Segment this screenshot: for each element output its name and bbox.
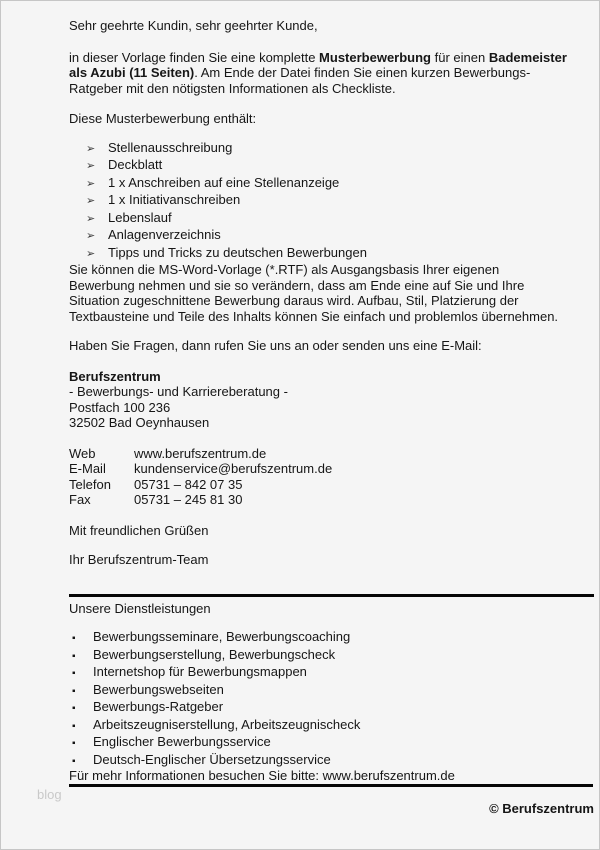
document-content [1,1,599,817]
list-item-text: Bewerbungs-Ratgeber [93,699,224,714]
square-bullet-icon: ▪ [72,633,76,644]
list-item [69,175,567,193]
list-item-text: Stellenausschreibung [108,139,233,155]
services-list [69,629,567,769]
intro-run: . Am Ende der Datei finden Sie einen kurzen Bewerbungs-Ratgeber mit den nötigsten Informationen als Checkliste. [69,65,531,96]
list-item [69,245,567,263]
list-item-text: Bewerbungsseminare, Bewerbungscoaching [93,629,351,644]
list-item [69,629,567,647]
list-item [69,717,567,735]
list-item [69,210,567,228]
list-item [69,140,567,158]
contact-value-email: kundenservice@berufszentrum.de [134,461,333,476]
list-item-text: Arbeitszeugniserstellung, Arbeitszeugnischeck [93,716,361,732]
contains-heading: Diese Musterbewerbung enthält: [69,111,257,126]
arrow-bullet-icon: ➢ [86,160,96,172]
usage-paragraph: Sie können die MS-Word-Vorlage (*.RTF) als Ausgangsbasis Ihrer eigenen Bewerbung nehmen und sie so verändern, dass am Ende eine auf Sie und Ihre Situation zugeschnittene Bewerbung daraus wird. Aufbau, Stil, Platzierung der Textbausteine und Teile des Inhalts können Sie einfach und problemlos übernehmen. [69,262,559,324]
address-line: 32502 Bad Oeynhausen [69,415,210,430]
intro-run-bold: Musterbewerbung [319,49,432,65]
square-bullet-icon: ▪ [72,703,76,714]
contains-list [69,140,567,263]
services-heading: Unsere Dienstleistungen [69,600,211,616]
arrow-bullet-icon: ➢ [86,142,96,155]
contact-table [69,446,567,508]
company-subtitle: - Bewerbungs- und Karriereberatung - [69,384,288,399]
intro-run: für einen [431,49,489,65]
list-item [69,752,567,770]
arrow-bullet-icon: ➢ [86,247,96,260]
list-item [69,157,567,175]
list-item-text: Bewerbungswebseiten [93,681,224,697]
closing-line: Mit freundlichen Grüßen [69,522,209,538]
list-item [69,682,567,700]
square-bullet-icon: ▪ [72,650,76,662]
questions-line: Haben Sie Fragen, dann rufen Sie uns an oder senden uns eine E-Mail: [69,338,482,353]
copyright: © Berufszentrum [489,801,594,816]
contact-row [69,477,567,493]
list-item-text: 1 x Initiativanschreiben [108,192,241,207]
list-item-text: Lebenslauf [108,209,172,225]
separator-line [69,594,594,597]
contact-label: Web [69,445,96,461]
square-bullet-icon: ▪ [72,755,76,767]
contact-label: Telefon [69,476,111,492]
list-item [69,699,567,717]
intro-run-bold: Bademeister als Azubi (11 Seiten) [69,49,567,80]
address-line: Postfach 100 236 [69,399,171,415]
list-item-text: Deckblatt [108,157,163,172]
contact-row [69,492,567,508]
list-item [69,734,567,752]
intro-run: in dieser Vorlage finden Sie eine komplette [69,49,320,65]
list-item [69,647,567,665]
contact-value-fax: 05731 – 245 81 30 [134,492,243,507]
square-bullet-icon: ▪ [72,738,76,749]
contact-row [69,446,567,462]
list-item-text: Englischer Bewerbungsservice [93,734,271,749]
contact-value-phone: 05731 – 842 07 35 [134,476,243,492]
square-bullet-icon: ▪ [72,668,76,679]
arrow-bullet-icon: ➢ [86,177,96,190]
list-item [69,192,567,210]
list-item [69,664,567,682]
list-item [69,227,567,245]
contact-label: Fax [69,492,91,507]
footer-separator-line [69,784,593,787]
list-item-text: Internetshop für Bewerbungsmappen [93,664,307,679]
contact-value-web: www.berufszentrum.de [134,445,267,461]
contact-label: E-Mail [69,461,106,476]
contact-row [69,461,567,477]
footer-info-line: Für mehr Informationen besuchen Sie bitte: www.berufszentrum.de [69,768,455,783]
list-item-text: Anlagenverzeichnis [108,227,221,242]
arrow-bullet-icon: ➢ [86,230,96,242]
company-name: Berufszentrum [69,368,161,384]
arrow-bullet-icon: ➢ [86,212,96,225]
arrow-bullet-icon: ➢ [86,195,96,207]
list-item-text: Deutsch-Englischer Übersetzungsservice [93,751,331,767]
square-bullet-icon: ▪ [72,720,76,732]
list-item-text: Bewerbungserstellung, Bewerbungscheck [93,646,336,662]
company-block [69,369,567,431]
intro-paragraph [69,50,567,97]
list-item-text: Tipps und Tricks zu deutschen Bewerbungen [108,244,367,260]
blog-watermark: blog [37,787,62,802]
list-item-text: 1 x Anschreiben auf eine Stellenanzeige [108,174,340,190]
square-bullet-icon: ▪ [72,685,76,697]
greeting-line: Sehr geehrte Kundin, sehr geehrter Kunde, [69,18,318,33]
signature-line: Ihr Berufszentrum-Team [69,552,209,567]
